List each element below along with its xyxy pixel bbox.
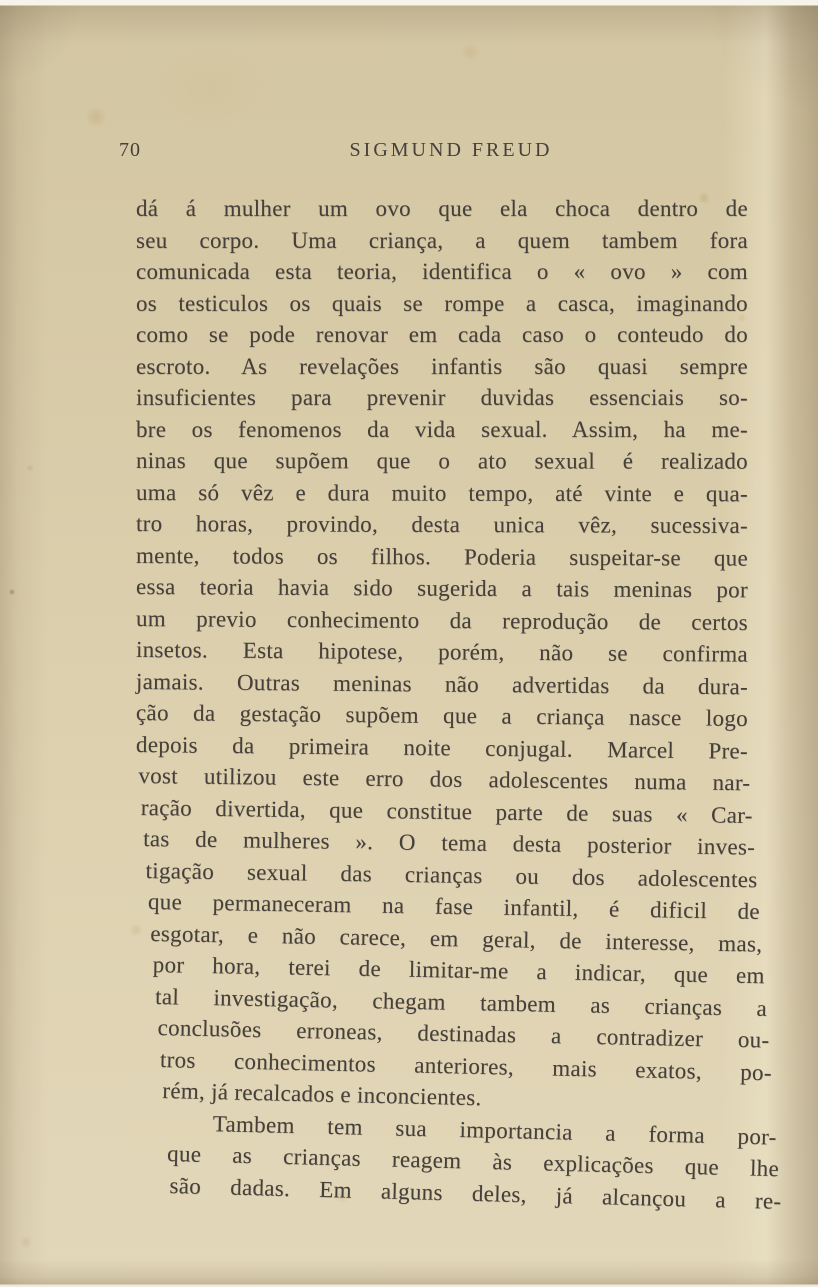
text-line: ninas que supõem que o ato sexual é realizado xyxy=(135,448,749,474)
text-line: que permaneceram na fase infantil, é dificil de xyxy=(147,889,761,924)
paragraph xyxy=(136,1107,782,1214)
text-line: como se pode renovar em cada caso o conteudo do xyxy=(136,322,748,347)
text-line: dá á mulher um ovo que ela choca dentro de xyxy=(136,196,748,221)
text-line: os testiculos os quais se rompe a casca, imaginando xyxy=(136,290,748,316)
text-line: que as crianças reagem às explicações que lhe xyxy=(166,1141,780,1182)
text-line: jamais. Outras meninas não advertidas da dura- xyxy=(135,668,749,699)
page-header xyxy=(0,139,818,165)
text-line: rém, já recalcados e inconcientes. xyxy=(162,1078,482,1111)
running-title: SIGMUND FREUD xyxy=(349,139,553,161)
text-line: escroto. As revelações infantis são quasi sempre xyxy=(136,353,748,379)
text-line: tas de mulheres ». O tema desta posterior inves- xyxy=(143,826,756,860)
text-line: vost utilizou este erro dos adolescentes numa nar- xyxy=(138,763,751,796)
paragraph xyxy=(135,193,773,1111)
text-line: bre os fenomenos da vida sexual. Assim, ha me- xyxy=(136,416,748,442)
text-line: esgotar, e não carece, em geral, de interesse, mas, xyxy=(150,920,763,957)
text-line: insetos. Esta hipotese, porém, não se confirma xyxy=(135,637,749,667)
text-line: seu corpo. Uma criança, a quem tambem fora xyxy=(136,227,748,253)
text-line: tigação sexual das crianças ou dos adolescentes xyxy=(145,857,758,892)
text-line: por hora, terei de limitar-me a indicar, que em xyxy=(152,952,765,989)
text-line: Tambem tem sua importancia a forma por- xyxy=(212,1110,777,1150)
text-line: são dadas. Em alguns deles, já alcançou a re- xyxy=(169,1172,782,1214)
text-line: conclusões erroneas, destinadas a contradizer ou- xyxy=(157,1015,770,1053)
text-line: tal investigação, chegam tambem as crianças a xyxy=(154,983,768,1021)
text-line: tro horas, provindo, desta unica vêz, sucessiva- xyxy=(135,511,749,538)
text-line: um previo conhecimento da reprodução de certos xyxy=(135,605,749,635)
text-line: depois da primeira noite conjugal. Marcel Pre- xyxy=(135,731,749,764)
text-line: comunicada esta teoria, identifica o « ovo » com xyxy=(136,259,748,284)
page-number: 70 xyxy=(119,139,141,161)
text-line: insuficientes para prevenir duvidas essenciais so- xyxy=(136,385,748,410)
page-body xyxy=(135,193,782,1214)
text-line: tros conhecimentos anteriores, mais exatos, po- xyxy=(159,1046,773,1085)
text-line: uma só vêz e dura muito tempo, até vinte e qua- xyxy=(135,479,749,506)
text-line: mente, todos os filhos. Poderia suspeitar-se que xyxy=(135,542,749,571)
text-line: ração divertida, que constitue parte de suas « Car- xyxy=(140,794,753,828)
text-line: ção da gestação supõem que a criança nasce logo xyxy=(135,700,749,731)
text-line: essa teoria havia sido sugerida a tais meninas por xyxy=(135,574,749,603)
